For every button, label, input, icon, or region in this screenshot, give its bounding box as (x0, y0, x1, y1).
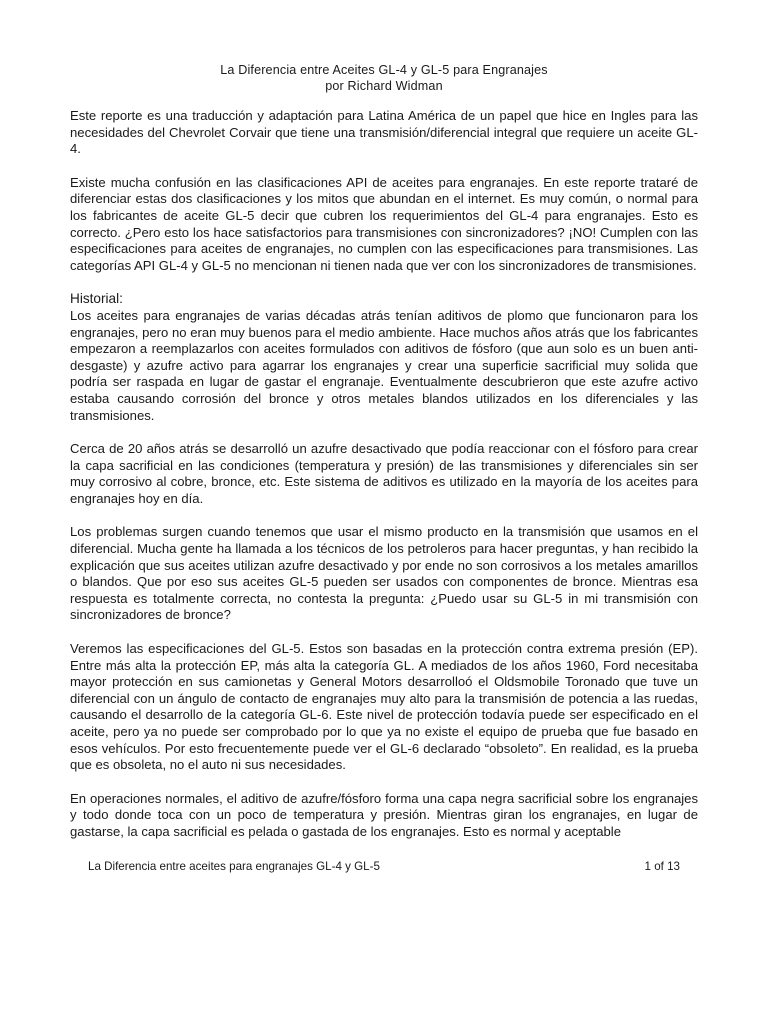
body-paragraph-intro: Este reporte es una traducción y adaptación para Latina América de un papel que hice en Ingles para las necesidades del Chevrolet Corvair que tiene una transmisión/diferencial integral que requiere un aceite GL-4. (70, 108, 698, 157)
body-paragraph-history-1: Los aceites para engranajes de varias décadas atrás tenían aditivos de plomo que funcionaron para los engranajes, pero no eran muy buenos para el medio ambiente. Hace muchos años atrás que los fabricantes empezaron a reemplazarlos con aceites formulados con aditivos de fósforo (que aun solo es un buen anti-desgaste) y azufre activo para agarrar los engranajes y crear una superficie sacrificial muy solida que podría ser raspada en lugar de gastar el engranaje. Eventualmente descubrieron que este azufre activo estaba causando corrosión del bronce y otros metales blandos utilizados en los diferenciales y las transmisiones. (70, 307, 698, 423)
body-paragraph-history-3: Los problemas surgen cuando tenemos que usar el mismo producto en la transmisión que usamos en el diferencial. Mucha gente ha llamada a los técnicos de los petroleros para hacer preguntas, y han recibido la explicación que sus aceites utilizan azufre desactivado y por ende no son corrosivos a los metales amarillos o blandos. Que por eso sus aceites GL-5 pueden ser usados con componentes de bronce. Mientras esa respuesta es totalmente correcta, no contesta la pregunta: ¿Puedo usar su GL-5 in mi transmisión con sincronizadores de bronce? (70, 524, 698, 623)
body-paragraph-history-4: Veremos las especificaciones del GL-5. Estos son basadas en la protección contra extrema presión (EP). Entre más alta la protección EP, más alta la categoría GL. A mediados de los años 1960, Ford necesitaba mayor protección en sus camionetas y General Motors desarrolloó el Oldsmobile Toronado que tuve un diferencial con un ángulo de contacto de engranajes muy alto para la transmisión de potencia a las ruedas, causando el desarrollo de la categoría GL-6. Este nivel de protección todavía puede ser especificado en el aceite, pero ya no puede ser comprobado por lo que ya no existe el equipo de prueba que fue basado en esos vehículos. Por esto frecuentemente puede ver el GL-6 declarado “obsoleto”. En realidad, es la prueba que es obsoleta, no el auto ni sus necesidades. (70, 641, 698, 773)
body-paragraph-history-5: En operaciones normales, el aditivo de azufre/fósforo forma una capa negra sacrificial sobre los engranajes y todo donde toca con un poco de temperatura y presión. Mientras giran los engranajes, en lugar de gastarse, la capa sacrificial es pelada o gastada de los engranajes. Esto es normal y aceptable (70, 790, 698, 839)
body-paragraph-confusion: Existe mucha confusión en las clasificaciones API de aceites para engranajes. En este reporte trataré de diferenciar estas dos clasificaciones y los mitos que abundan en el internet. Es muy común, o normal para los fabricantes de aceite GL-5 decir que cubren los requerimientos del GL-4 para engranajes. Esto es correcto. ¿Pero esto los hace satisfactorios para transmisiones con sincronizadores? ¡NO! Cumplen con las especificaciones para aceites de engranajes, no cumplen con las especificaciones para transmisiones. Las categorías API GL-4 y GL-5 no mencionan ni tienen nada que ver con los sincronizadores de transmisiones. (70, 174, 698, 273)
document-body (70, 108, 698, 841)
document-author: por Richard Widman (325, 79, 443, 93)
footer-running-title: La Diferencia entre aceites para engranajes GL-4 y GL-5 (88, 860, 380, 873)
title-block (70, 62, 698, 94)
document-title: La Diferencia entre Aceites GL-4 y GL-5 para Engranajes (220, 63, 548, 77)
section-heading-history: Historial: (70, 291, 123, 307)
body-paragraph-history-2: Cerca de 20 años atrás se desarrolló un azufre desactivado que podía reaccionar con el fósforo para crear la capa sacrificial en las condiciones (temperatura y presión) de las transmisiones y diferenciales sin ser muy corrosivo al cobre, bronce, etc. Este sistema de aditivos es utilizado en la mayoría de los aceites para engranajes hoy en día. (70, 441, 698, 506)
footer-page-number: 1 of 13 (644, 860, 680, 873)
